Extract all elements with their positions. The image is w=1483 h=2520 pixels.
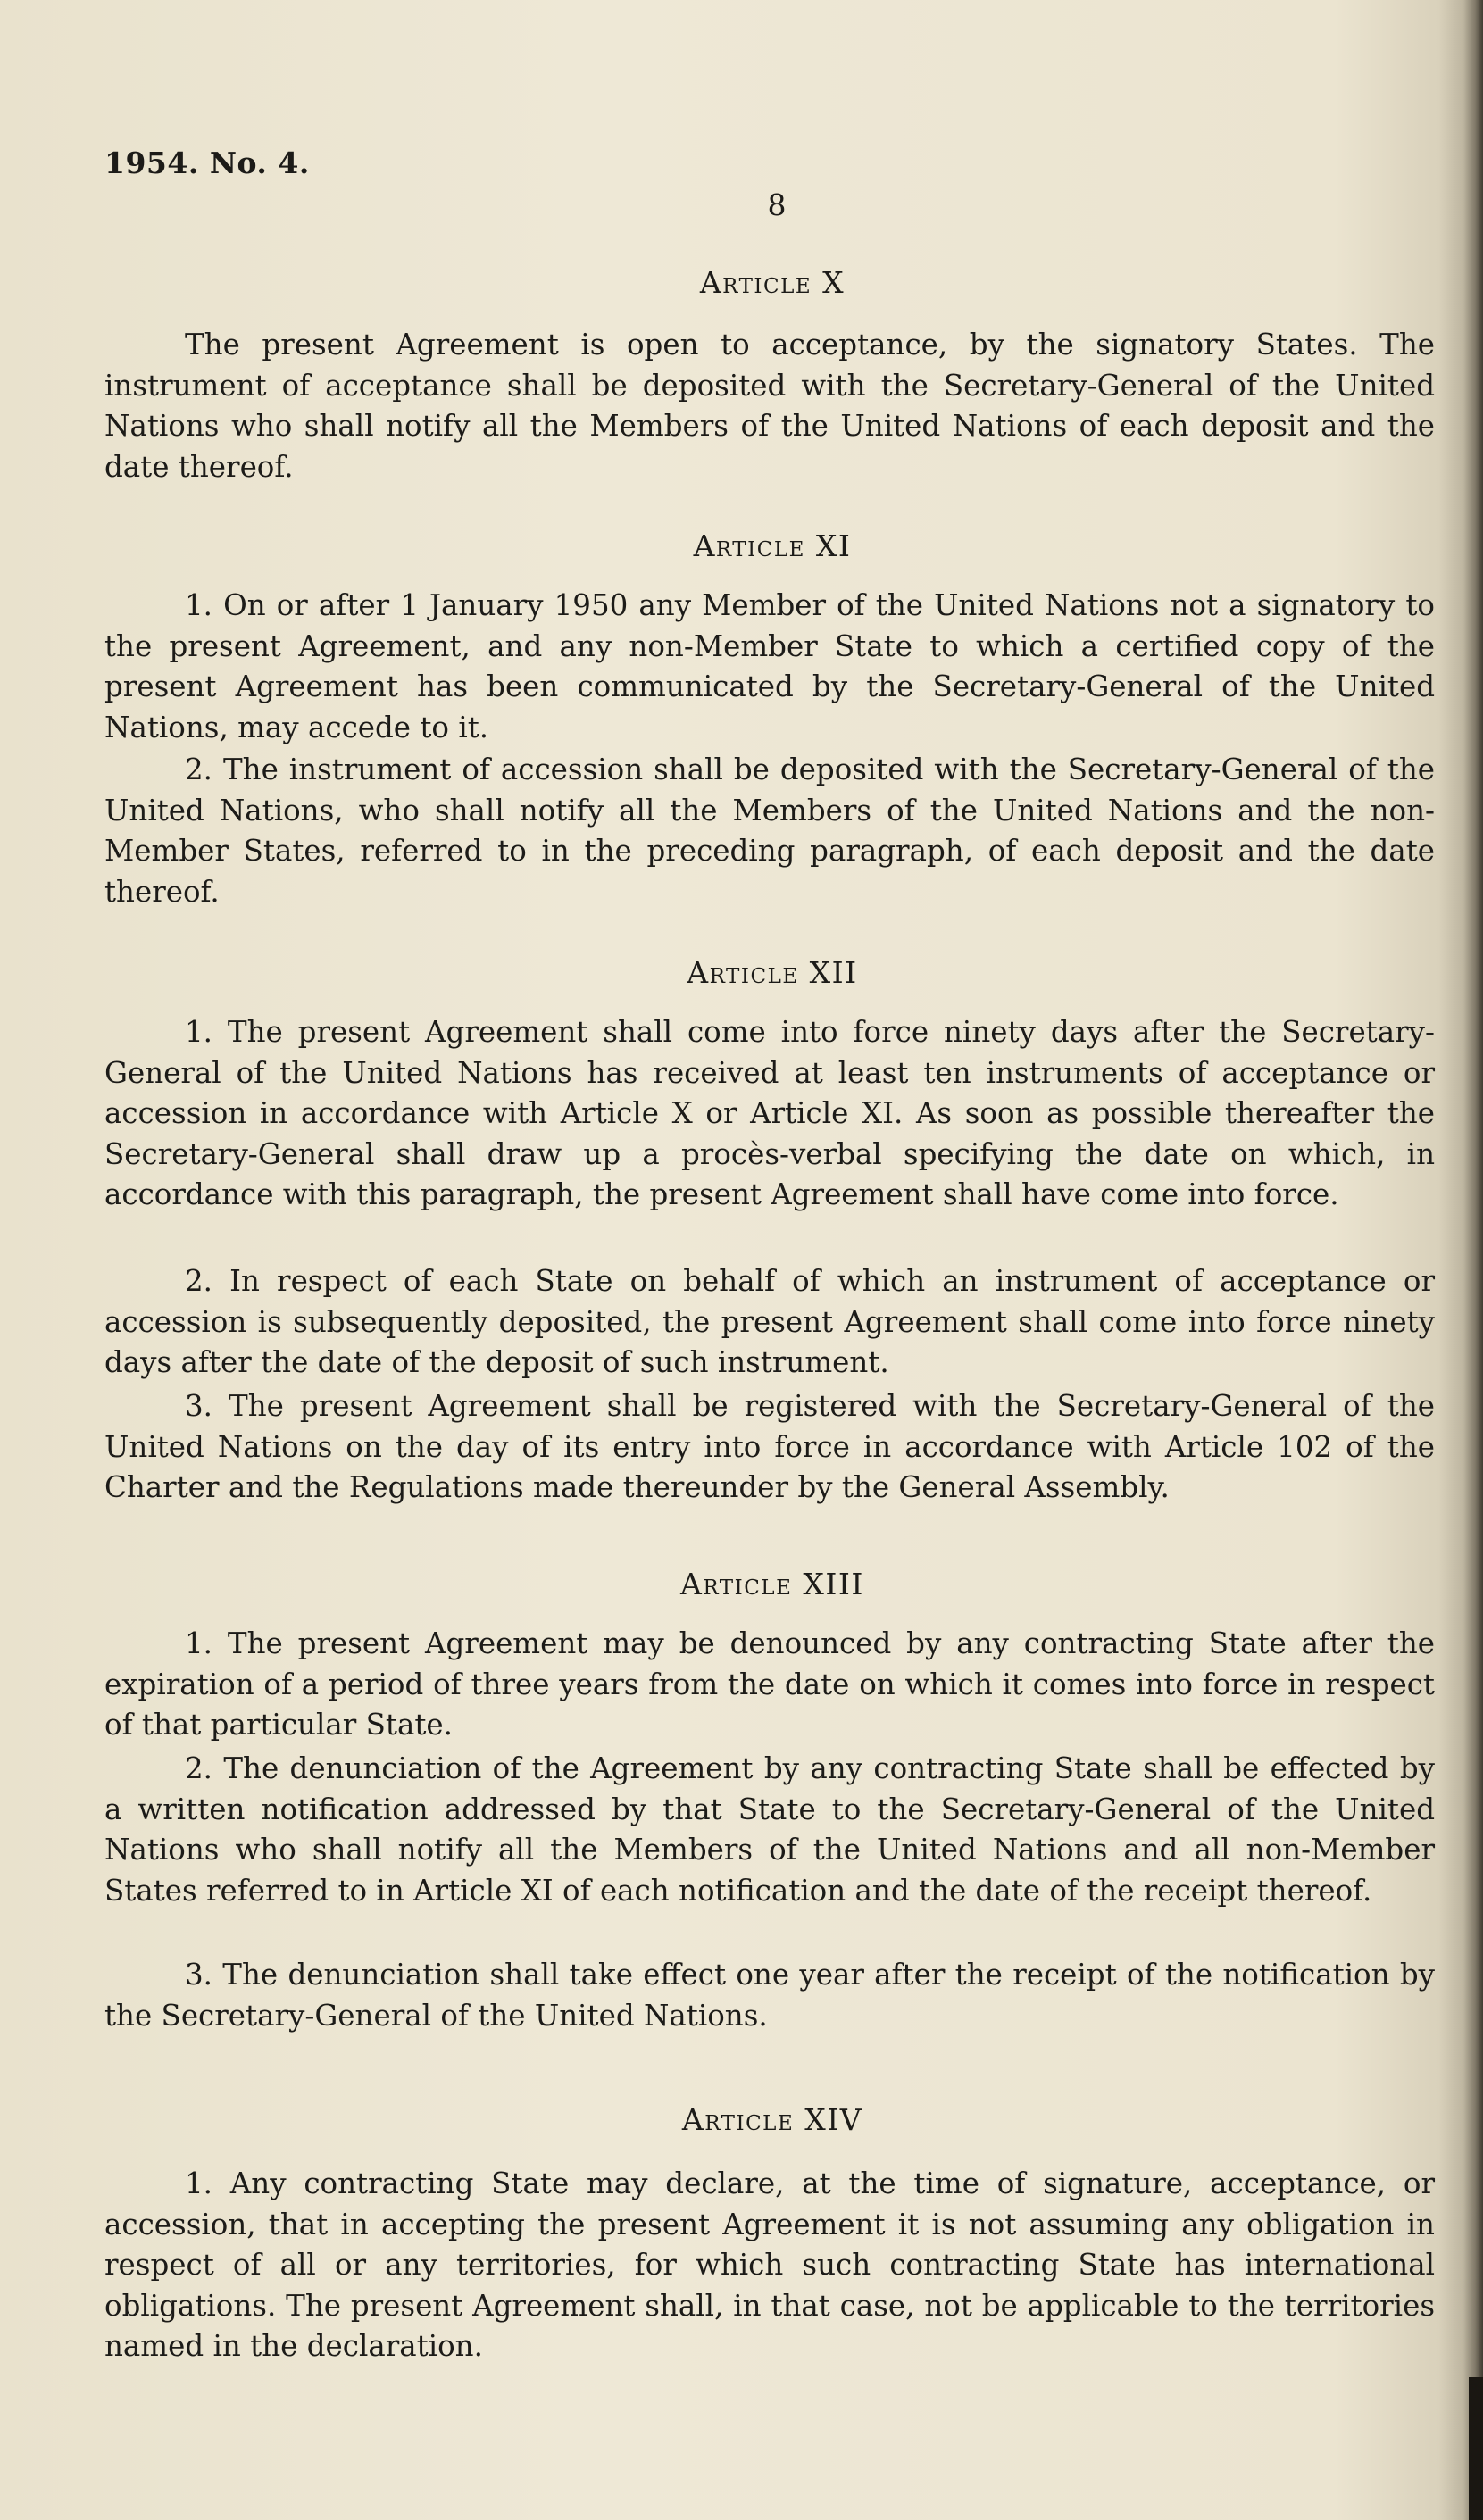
article-paragraph: [104, 586, 1445, 748]
paragraph-text: 2. The denunciation of the Agreement by any contracting State shall be effected by a written notification addressed by that State to the Secretary-General of the United Nations who shall notify all the Members of the United Nations and all non-Member States referred to in Article XI of each notification and the date of the receipt thereof.: [104, 1751, 1445, 1908]
article-heading: Article XIII: [680, 1567, 864, 1601]
article-paragraph: [104, 1261, 1445, 1384]
paragraph-text: 3. The present Agreement shall be registered with the Secretary-General of the United Nations on the day of its entry into force in accordance with Article 102 of the Charter and the Regulations made thereunder by the General Assembly.: [104, 1389, 1445, 1505]
article-paragraph: [104, 2164, 1445, 2367]
page-edge-shadow: [1463, 0, 1483, 2520]
article-heading: Article XI: [693, 528, 852, 563]
paragraph-text: 2. In respect of each State on behalf of which an instrument of acceptance or accession is subsequently deposited, the present Agreement shall come into force ninety days after the date of the deposit of such instrument.: [104, 1264, 1445, 1380]
paragraph-text: 1. The present Agreement shall come into force ninety days after the Secretary-General of the United Nations has received at least ten instruments of acceptance or accession in accordance with Article X or Article XI. As soon as possible thereafter the Secretary-General shall draw up a procès-verbal specifying the date on which, in accordance with this paragraph, the present Agreement shall have come into force.: [104, 1015, 1445, 1212]
article-paragraph: [104, 1386, 1445, 1509]
paragraph-text: 3. The denunciation shall take effect one year after the receipt of the notification by the Secretary-General of the United Nations.: [104, 1958, 1445, 2033]
paragraph-text: 2. The instrument of accession shall be deposited with the Secretary-General of the United Nations, who shall notify all the Members of the United Nations and the non-Member States, referred to in the preceding paragraph, of each deposit and the date thereof.: [104, 753, 1445, 909]
article-paragraph: [104, 1955, 1445, 2036]
article-paragraph: [104, 1624, 1445, 1746]
article-heading: Article XIV: [681, 2102, 863, 2137]
paragraph-text: 1. Any contracting State may declare, at the time of signature, acceptance, or accession, that in accepting the present Agreement it is not assuming any obligation in respect of all or any territories, for which such contracting State has international obligations. The present Agreement shall, in that case, not be applicable to the territories named in the declaration.: [104, 2167, 1445, 2364]
binding-corner: [1469, 2377, 1483, 2520]
document-reference: 1954. No. 4.: [104, 146, 310, 180]
paragraph-text: 1. On or after 1 January 1950 any Member of the United Nations not a signatory to the present Agreement, and any non-Member State to which a certified copy of the present Agreement has been communicated by the Secretary-General of the United Nations, may accede to it.: [104, 588, 1445, 744]
paragraph-text: 1. The present Agreement may be denounced by any contracting State after the expiration of a period of three years from the date on which it comes into force in respect of that particular State.: [104, 1626, 1445, 1742]
article-paragraph: [104, 1012, 1445, 1216]
page-number: 8: [767, 187, 787, 222]
paragraph-text: The present Agreement is open to acceptance, by the signatory States. The instrument of acceptance shall be deposited with the Secretary-General of the United Nations who shall notify all the Members of the United Nations of each deposit and the date thereof.: [104, 328, 1445, 484]
article-heading: Article XII: [687, 955, 858, 990]
article-paragraph: [104, 750, 1445, 912]
article-paragraph: [104, 325, 1445, 487]
article-heading: Article X: [699, 265, 846, 300]
article-paragraph: [104, 1749, 1445, 1911]
